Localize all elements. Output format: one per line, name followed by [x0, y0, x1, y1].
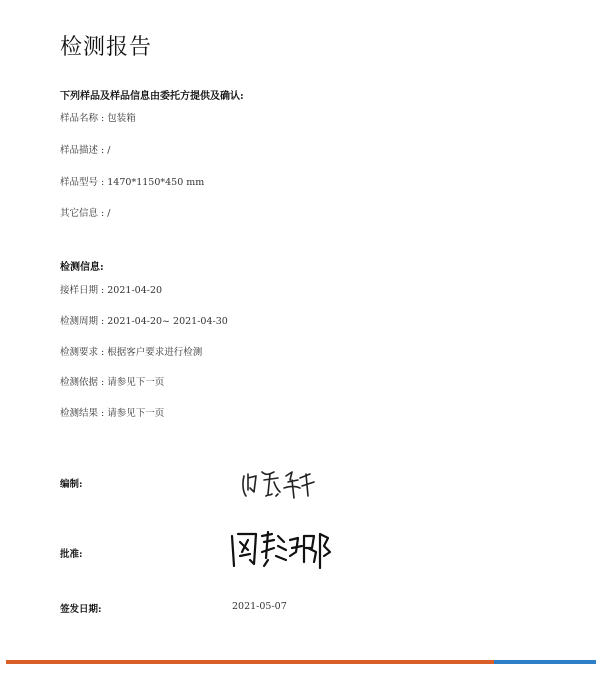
field-value: 2021-04-20~ 2021-04-30 — [107, 316, 228, 327]
sample-name-field: 样品名称 : 包装箱 — [60, 113, 136, 124]
sample-description-field: 样品描述 : / — [60, 145, 111, 156]
report-title: 检测报告 — [60, 35, 153, 60]
field-value: 1470*1150*450 mm — [107, 177, 205, 188]
field-value: 请参见下一页 — [107, 377, 165, 388]
approved-by-signature — [228, 526, 340, 572]
field-label: 检测要求 — [60, 347, 99, 358]
prepared-by-label: 编制: — [60, 479, 83, 490]
test-basis-field: 检测依据 : 请参见下一页 — [60, 377, 165, 388]
field-value: 请参见下一页 — [107, 408, 165, 419]
field-value: / — [107, 208, 111, 219]
other-info-field: 其它信息 : / — [60, 208, 111, 219]
approved-by-label: 批准: — [60, 549, 83, 560]
field-label: 接样日期 — [60, 285, 99, 296]
footer-bar-blue — [494, 660, 596, 664]
field-value: 根据客户要求进行检测 — [107, 347, 203, 358]
field-value: 包装箱 — [107, 113, 136, 124]
issue-date-label: 签发日期: — [60, 604, 102, 615]
test-requirement-field: 检测要求 : 根据客户要求进行检测 — [60, 347, 203, 358]
field-label: 样品名称 — [60, 113, 99, 124]
issue-date-value: 2021-05-07 — [232, 601, 287, 612]
sample-model-field: 样品型号 : 1470*1150*450 mm — [60, 177, 205, 188]
receipt-date-field: 接样日期 : 2021-04-20 — [60, 285, 163, 296]
field-label: 样品型号 — [60, 177, 99, 188]
test-result-field: 检测结果 : 请参见下一页 — [60, 408, 165, 419]
field-label: 检测依据 — [60, 377, 99, 388]
footer-bar — [6, 660, 596, 664]
field-label: 检测周期 — [60, 316, 99, 327]
field-label: 检测结果 — [60, 408, 99, 419]
test-period-field: 检测周期 : 2021-04-20~ 2021-04-30 — [60, 316, 228, 327]
sample-info-heading: 下列样品及样品信息由委托方提供及确认: — [60, 91, 244, 102]
test-info-heading: 检测信息: — [60, 262, 104, 273]
field-value: / — [107, 145, 111, 156]
prepared-by-signature — [240, 466, 336, 500]
field-label: 样品描述 — [60, 145, 99, 156]
field-label: 其它信息 — [60, 208, 99, 219]
field-value: 2021-04-20 — [107, 285, 163, 296]
footer-bar-orange — [6, 660, 494, 664]
